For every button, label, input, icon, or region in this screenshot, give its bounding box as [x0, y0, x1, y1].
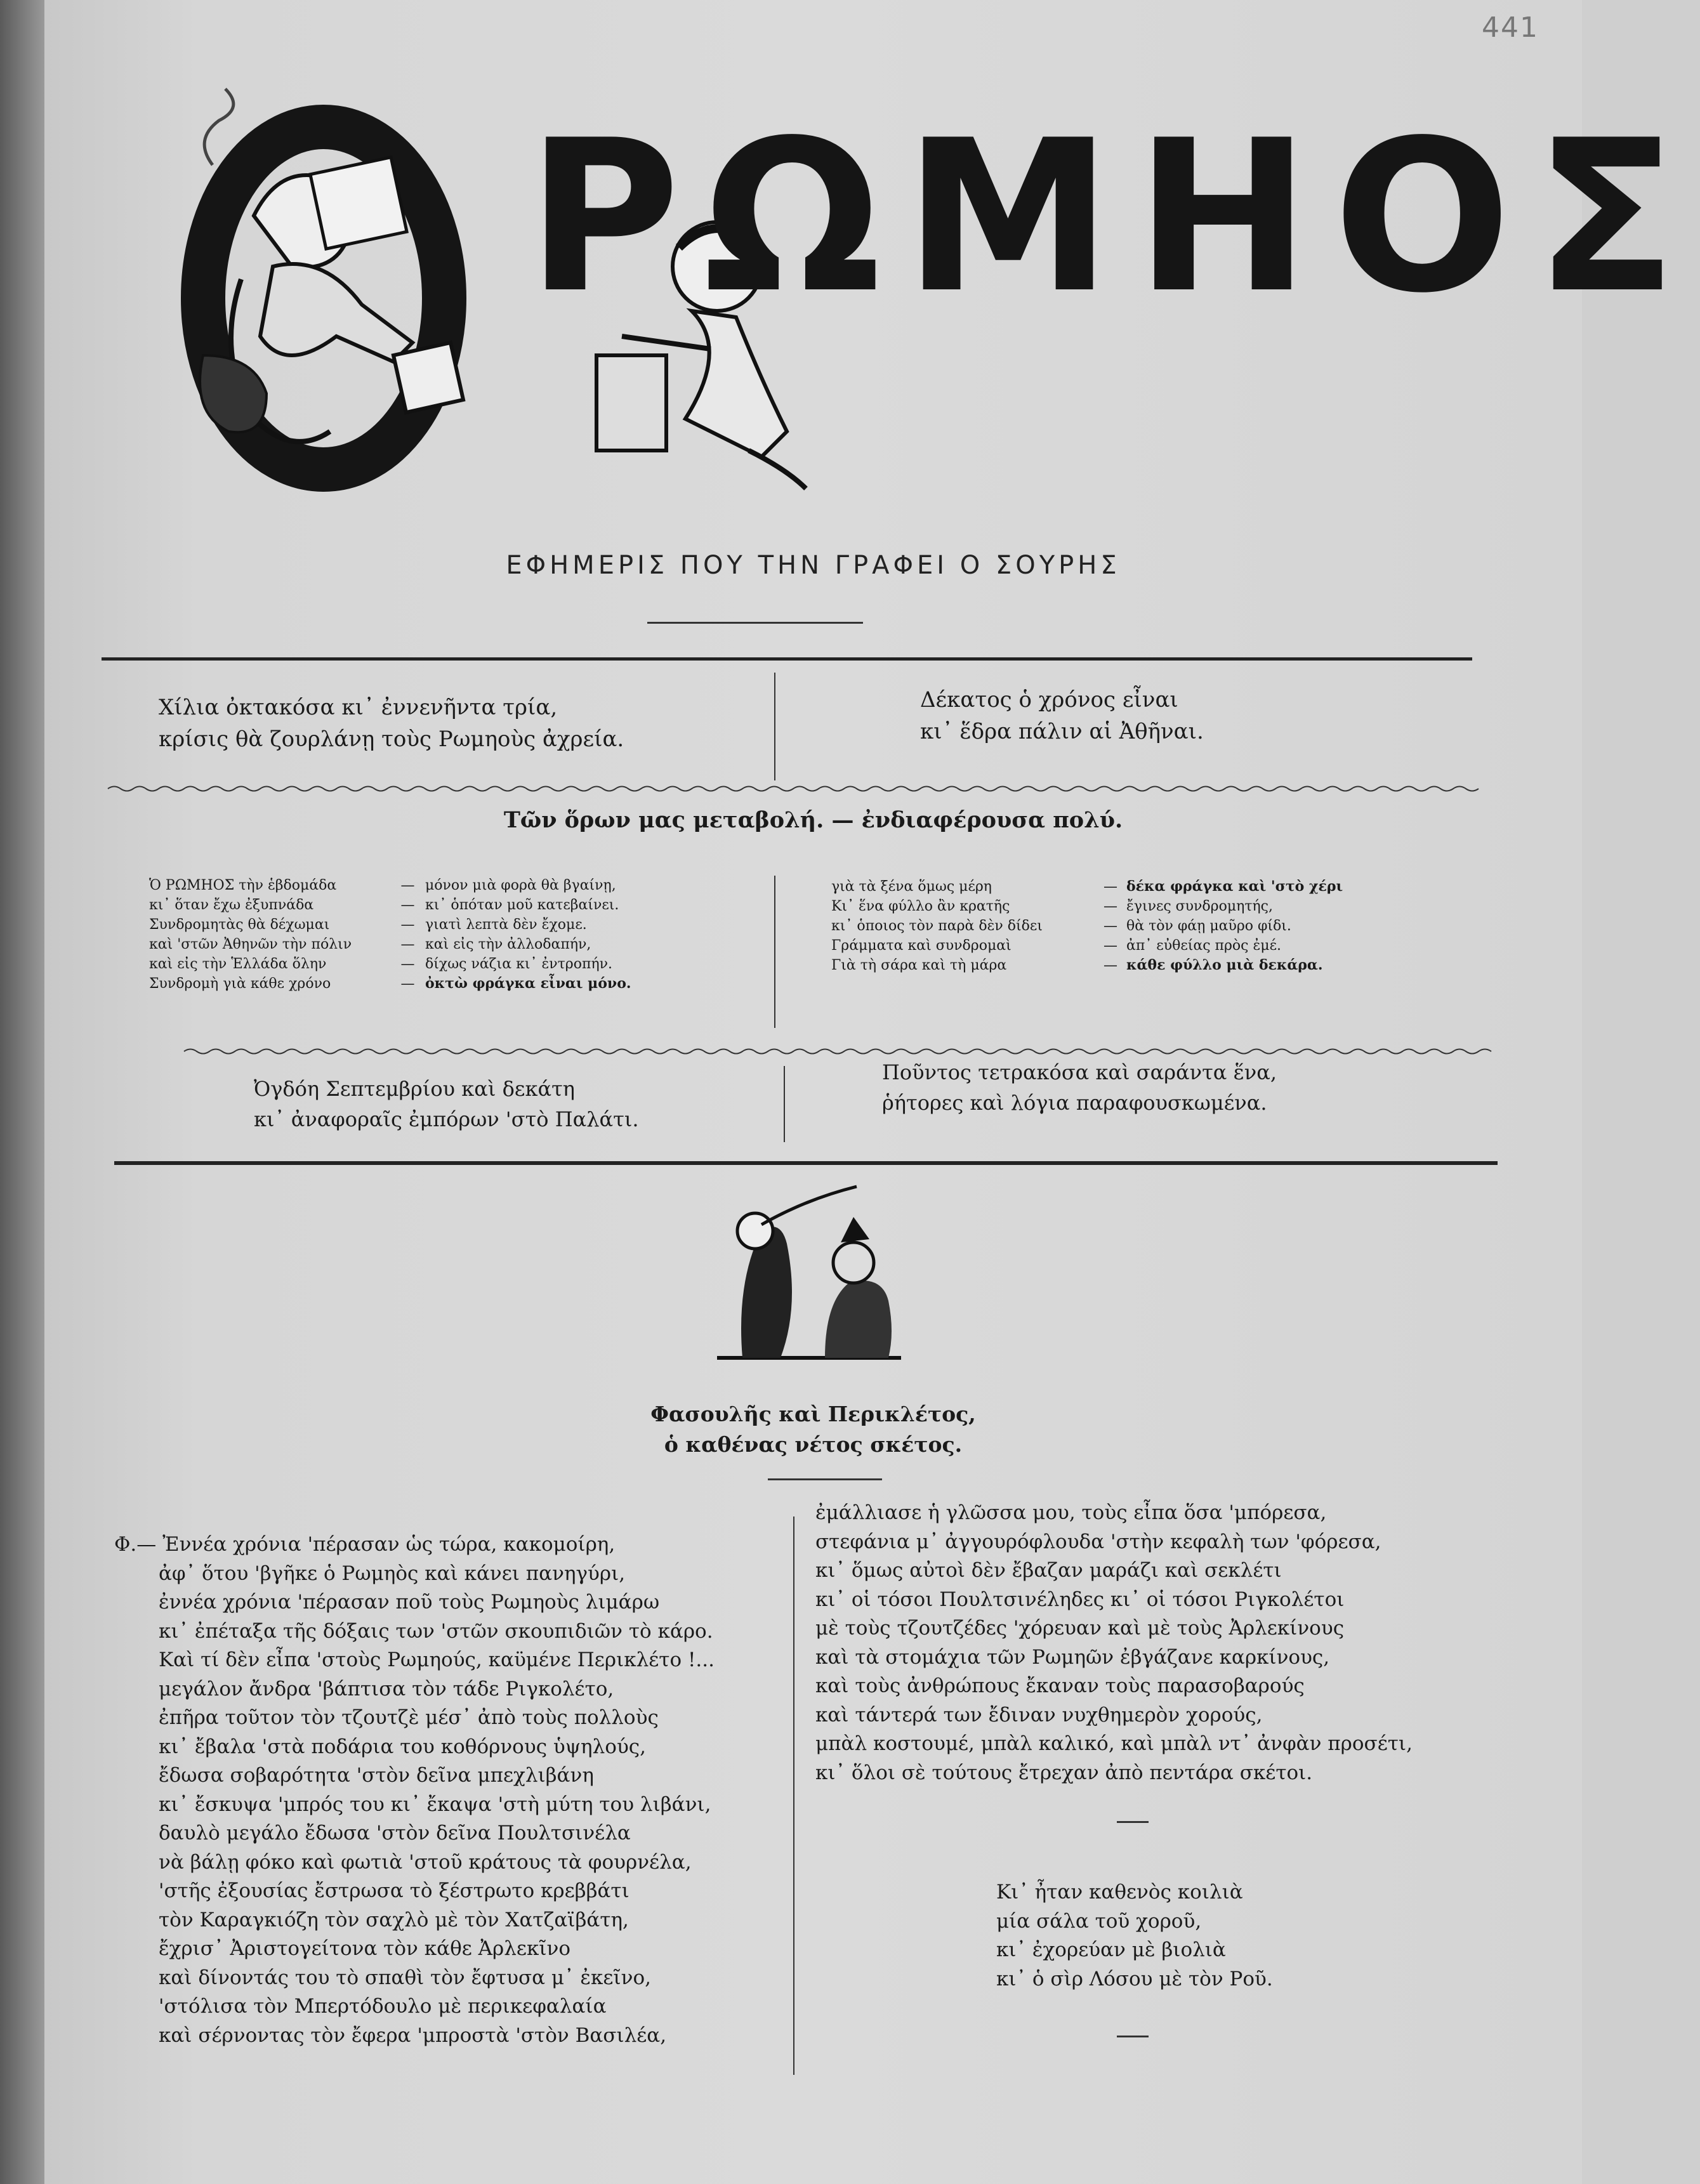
- dialogue-line: ἔδωσα σοβαρότητα 'στὸν δεῖνα μπεχλιβάνη: [159, 1764, 594, 1787]
- header-verse-left: [159, 692, 624, 755]
- terms-row-right: κάθε φύλλο μιὰ δεκάρα.: [1126, 957, 1323, 973]
- terms-row-dash: —: [400, 878, 415, 893]
- terms-row-right: καὶ εἰς τὴν ἀλλοδαπήν,: [425, 937, 591, 952]
- terms-row-left: κι᾽ ὁποιος τὸν παρὰ δὲν δίδει: [831, 918, 1043, 934]
- dialogue-title-rule: [768, 1478, 882, 1480]
- terms-row: [831, 877, 1343, 897]
- dialogue-line: 'στόλισα τὸν Μπερτόδουλο μὲ περικεφαλαία: [159, 1995, 607, 2018]
- dialogue-line: κι᾽ ἔβαλα 'στὰ ποδάρια του κοθόρνους ὑψηλούς,: [159, 1735, 647, 1758]
- date-verse-right: [882, 1057, 1277, 1118]
- terms-row: [831, 956, 1343, 975]
- terms-row: [149, 954, 631, 974]
- terms-row-right: κι᾽ ὁπόταν μοῦ κατεβαίνει.: [425, 897, 619, 913]
- terms-row-right: μόνον μιὰ φορὰ θὰ βγαίνῃ,: [425, 878, 616, 893]
- terms-row-dash: —: [1104, 938, 1117, 954]
- terms-row-left: Συνδρομητὰς θὰ δέχωμαι: [149, 917, 330, 933]
- dialogue-left-column: [114, 1530, 715, 2050]
- verse-line: κι᾽ ἕδρα πάλιν αἱ Ἀθῆναι.: [920, 719, 1204, 744]
- terms-row: [149, 915, 631, 935]
- dialogue-right-column: [815, 1499, 1413, 1787]
- dialogue-stanza: [996, 1878, 1273, 1994]
- terms-row-dash: —: [1104, 879, 1117, 895]
- terms-row: [831, 897, 1343, 916]
- dialogue-line: δαυλὸ μεγάλο ἔδωσα 'στὸν δεῖνα Πουλτσινέλα: [159, 1822, 631, 1845]
- dialogue-line: νὰ βάλῃ φόκο καὶ φωτιὰ 'στοῦ κράτους τὰ φουρνέλα,: [159, 1850, 692, 1874]
- stanza-line: κι᾽ ἐχορεύαν μὲ βιολιὰ: [996, 1938, 1226, 1961]
- terms-row-right: δέκα φράγκα καὶ 'στὸ χέρι: [1126, 878, 1343, 895]
- dialogue-line: κι᾽ ὅμως αὐτοὶ δὲν ἔβαζαν μαράζι καὶ σεκλέτι: [815, 1559, 1282, 1582]
- dialogue-line: κι᾽ ἐπέταξα τῆς δόξαις των 'στῶν σκουπιδιῶν τὸ κάρο.: [159, 1619, 713, 1643]
- terms-row-left: καὶ εἰς τὴν Ἑλλάδα ὅλην: [149, 956, 327, 972]
- stanza-rule-bottom: [1117, 2036, 1149, 2037]
- stanza-line: κι᾽ ὁ σὶρ Λόσου μὲ τὸν Ροῦ.: [996, 1967, 1273, 1990]
- dialogue-line: καὶ σέρνοντας τὸν ἔφερα 'μπροστὰ 'στὸν Βασιλέα,: [159, 2023, 667, 2047]
- wavy-rule-2: [184, 1047, 1479, 1056]
- terms-row-left: γιὰ τὰ ξένα ὅμως μέρη: [831, 879, 992, 895]
- dialogue-line: Φ.— Ἐννέα χρόνια 'πέρασαν ὡς τώρα, κακομοίρη,: [114, 1533, 616, 1556]
- page-number: 441: [1482, 11, 1539, 44]
- dialogue-line: ἐμάλλιασε ἡ γλῶσσα μου, τοὺς εἶπα ὅσα 'μπόρεσα,: [815, 1501, 1327, 1524]
- dialogue-divider: [793, 1516, 794, 2075]
- masthead-title: ΡΩΜΗΟΣ: [527, 95, 1700, 339]
- terms-row: [831, 936, 1343, 956]
- masthead-subtitle: ΕΦΗΜΕΡΙΣ ΠΟΥ ΤΗΝ ΓΡΑΦΕΙ Ο ΣΟΥΡΗΣ: [506, 551, 1121, 580]
- dialogue-line: κι᾽ ὅλοι σὲ τούτους ἔτρεχαν ἀπὸ πεντάρα σκέτοι.: [815, 1761, 1313, 1784]
- dialogue-line: μπὰλ κοστουμέ, μπὰλ καλικό, καὶ μπὰλ ντ᾽ ἀνφὰν προσέτι,: [815, 1732, 1413, 1755]
- verse-line: Ποῦντος τετρακόσα καὶ σαράντα ἕνα,: [882, 1060, 1277, 1084]
- terms-row-left: Συνδρομὴ γιὰ κάθε χρόνο: [149, 976, 331, 992]
- verse-line: Ὀγδόη Σεπτεμβρίου καὶ δεκάτη: [254, 1077, 575, 1101]
- dialogue-line: τὸν Καραγκιόζη τὸν σαχλὸ μὲ τὸν Χατζαϊβάτη,: [159, 1908, 629, 1931]
- terms-row-right: γιατὶ λεπτὰ δὲν ἔχομε.: [425, 917, 587, 933]
- terms-row-dash: —: [400, 976, 415, 992]
- terms-row-dash: —: [1104, 957, 1117, 973]
- newspaper-page: [44, 0, 1700, 2184]
- verse-line: Χίλια ὀκτακόσα κι᾽ ἐννενῆντα τρία,: [159, 695, 558, 720]
- verse-line: ῥήτορες καὶ λόγια παραφουσκωμένα.: [882, 1091, 1267, 1115]
- dialogue-line: καὶ τὰ στομάχια τῶν Ρωμηῶν ἐβγάζανε καρκίνους,: [815, 1645, 1330, 1669]
- dialogue-line: Καὶ τί δὲν εἶπα 'στοὺς Ρωμηούς, καϋμένε Περικλέτο !...: [159, 1648, 715, 1671]
- dialogue-title-line: Φασουλῆς καὶ Περικλέτος,: [650, 1402, 976, 1426]
- dialogue-line: ἔχρισ᾽ Ἀριστογείτονα τὸν κάθε Ἀρλεκῖνο: [159, 1937, 571, 1960]
- date-verse-divider: [784, 1066, 785, 1142]
- terms-row-right: θὰ τὸν φάῃ μαῦρο φίδι.: [1126, 918, 1291, 934]
- verse-line: Δέκατος ὁ χρόνος εἶναι: [920, 687, 1178, 713]
- header-verse-divider: [774, 673, 775, 780]
- dialogue-line: ἀφ᾽ ὅτου 'βγῆκε ὁ Ρωμηὸς καὶ κάνει πανηγύρι,: [159, 1562, 626, 1585]
- masthead-illustration: [178, 89, 508, 482]
- stanza-line: μία σάλα τοῦ χοροῦ,: [996, 1909, 1202, 1933]
- wavy-rule-1: [108, 784, 1472, 793]
- terms-divider: [774, 876, 775, 1028]
- terms-row-left: Γιὰ τὴ σάρα καὶ τὴ μάρα: [831, 957, 1007, 973]
- verse-line: κρίσις θὰ ζουρλάνῃ τοὺς Ρωμηοὺς ἀχρεία.: [159, 727, 624, 752]
- dialogue-line: καὶ δίνοντάς του τὸ σπαθὶ τὸν ἔφτυσα μ᾽ ἐκεῖνο,: [159, 1966, 651, 1989]
- book-spine: [0, 0, 44, 2184]
- dialogue-title: [44, 1399, 1582, 1460]
- terms-row-left: κι᾽ ὅταν ἔχω ἐξυπνάδα: [149, 897, 314, 913]
- dialogue-line: καὶ τοὺς ἀνθρώπους ἔκαναν τοὺς παρασοβαρούς: [815, 1674, 1305, 1697]
- terms-row-right: ἔγινες συνδρομητής,: [1126, 898, 1273, 914]
- terms-row-dash: —: [1104, 918, 1117, 934]
- terms-row-dash: —: [400, 956, 415, 972]
- header-rule-top: [102, 657, 1472, 661]
- dialogue-line: καὶ τάντερά των ἔδιναν νυχθημερὸν χορούς,: [815, 1703, 1263, 1727]
- terms-row-right: ὀκτὼ φράγκα εἶναι μόνο.: [425, 975, 631, 992]
- date-verse-left: [254, 1074, 639, 1135]
- terms-row: [149, 876, 631, 895]
- terms-row-dash: —: [400, 917, 415, 933]
- verse-line: κι᾽ ἀναφοραῖς ἐμπόρων 'στὸ Παλάτι.: [254, 1107, 639, 1131]
- terms-row-left: Γράμματα καὶ συνδρομαὶ: [831, 938, 1011, 954]
- terms-row-dash: —: [400, 937, 415, 952]
- dialogue-line: 'στῆς ἐξουσίας ἔστρωσα τὸ ξέστρωτο κρεββάτι: [159, 1879, 629, 1902]
- dialogue-line: μεγάλον ἄνδρα 'βάπτισα τὸν τάδε Ριγκολέτο,: [159, 1677, 614, 1700]
- terms-row-left: Ὁ ΡΩΜΗΟΣ τὴν ἑβδομάδα: [149, 878, 337, 893]
- dialogue-line: κι᾽ ἔσκυψα 'μπρός του κι᾽ ἔκαψα 'στὴ μύτη του λιβάνι,: [159, 1793, 711, 1816]
- dialogue-line: μὲ τοὺς τζουτζέδες 'χόρευαν καὶ μὲ τοὺς Ἀρλεκίνους: [815, 1617, 1345, 1640]
- terms-row-right: ἀπ᾽ εὐθείας πρὸς ἐμέ.: [1126, 938, 1281, 954]
- header-verse-right: [920, 684, 1204, 747]
- terms-row-dash: —: [400, 897, 415, 913]
- terms-row-left: καὶ 'στῶν Ἀθηνῶν τὴν πόλιν: [149, 937, 352, 952]
- dialogue-title-line: ὁ καθένας νέτος σκέτος.: [664, 1432, 963, 1457]
- terms-title: Τῶν ὅρων μας μεταβολή. — ἐνδιαφέρουσα πολύ.: [503, 807, 1123, 833]
- dialogue-line: κι᾽ οἱ τόσοι Πουλτσινέληδες κι᾽ οἱ τόσοι Ριγκολέτοι: [815, 1588, 1345, 1611]
- subtitle-ornament-rule: [647, 622, 863, 624]
- stanza-line: Κι᾽ ἦταν καθενὸς κοιλιὰ: [996, 1881, 1243, 1904]
- terms-row: [149, 895, 631, 915]
- terms-row: [149, 935, 631, 954]
- header-rule-bottom: [114, 1161, 1498, 1165]
- terms-row-dash: —: [1104, 898, 1117, 914]
- terms-row-left: Κι᾽ ἕνα φύλλο ἂν κρατῆς: [831, 898, 1010, 914]
- dialogue-line: ἐπῆρα τοῦτον τὸν τζουτζὲ μέσ᾽ ἀπὸ τοὺς πολλοὺς: [159, 1706, 659, 1729]
- terms-row: [149, 974, 631, 994]
- terms-row-right: δίχως νάζια κι᾽ ἐντροπήν.: [425, 956, 612, 972]
- puppets-illustration: [704, 1187, 914, 1371]
- dialogue-line: ἐννέα χρόνια 'πέρασαν ποῦ τοὺς Ρωμηοὺς λιμάρω: [159, 1591, 660, 1614]
- dialogue-line: στεφάνια μ᾽ ἀγγουρόφλουδα 'στὴν κεφαλὴ των 'φόρεσα,: [815, 1530, 1381, 1553]
- terms-row: [831, 916, 1343, 936]
- terms-right-column: [831, 877, 1343, 975]
- terms-left-column: [149, 876, 631, 994]
- stanza-rule-top: [1117, 1821, 1149, 1823]
